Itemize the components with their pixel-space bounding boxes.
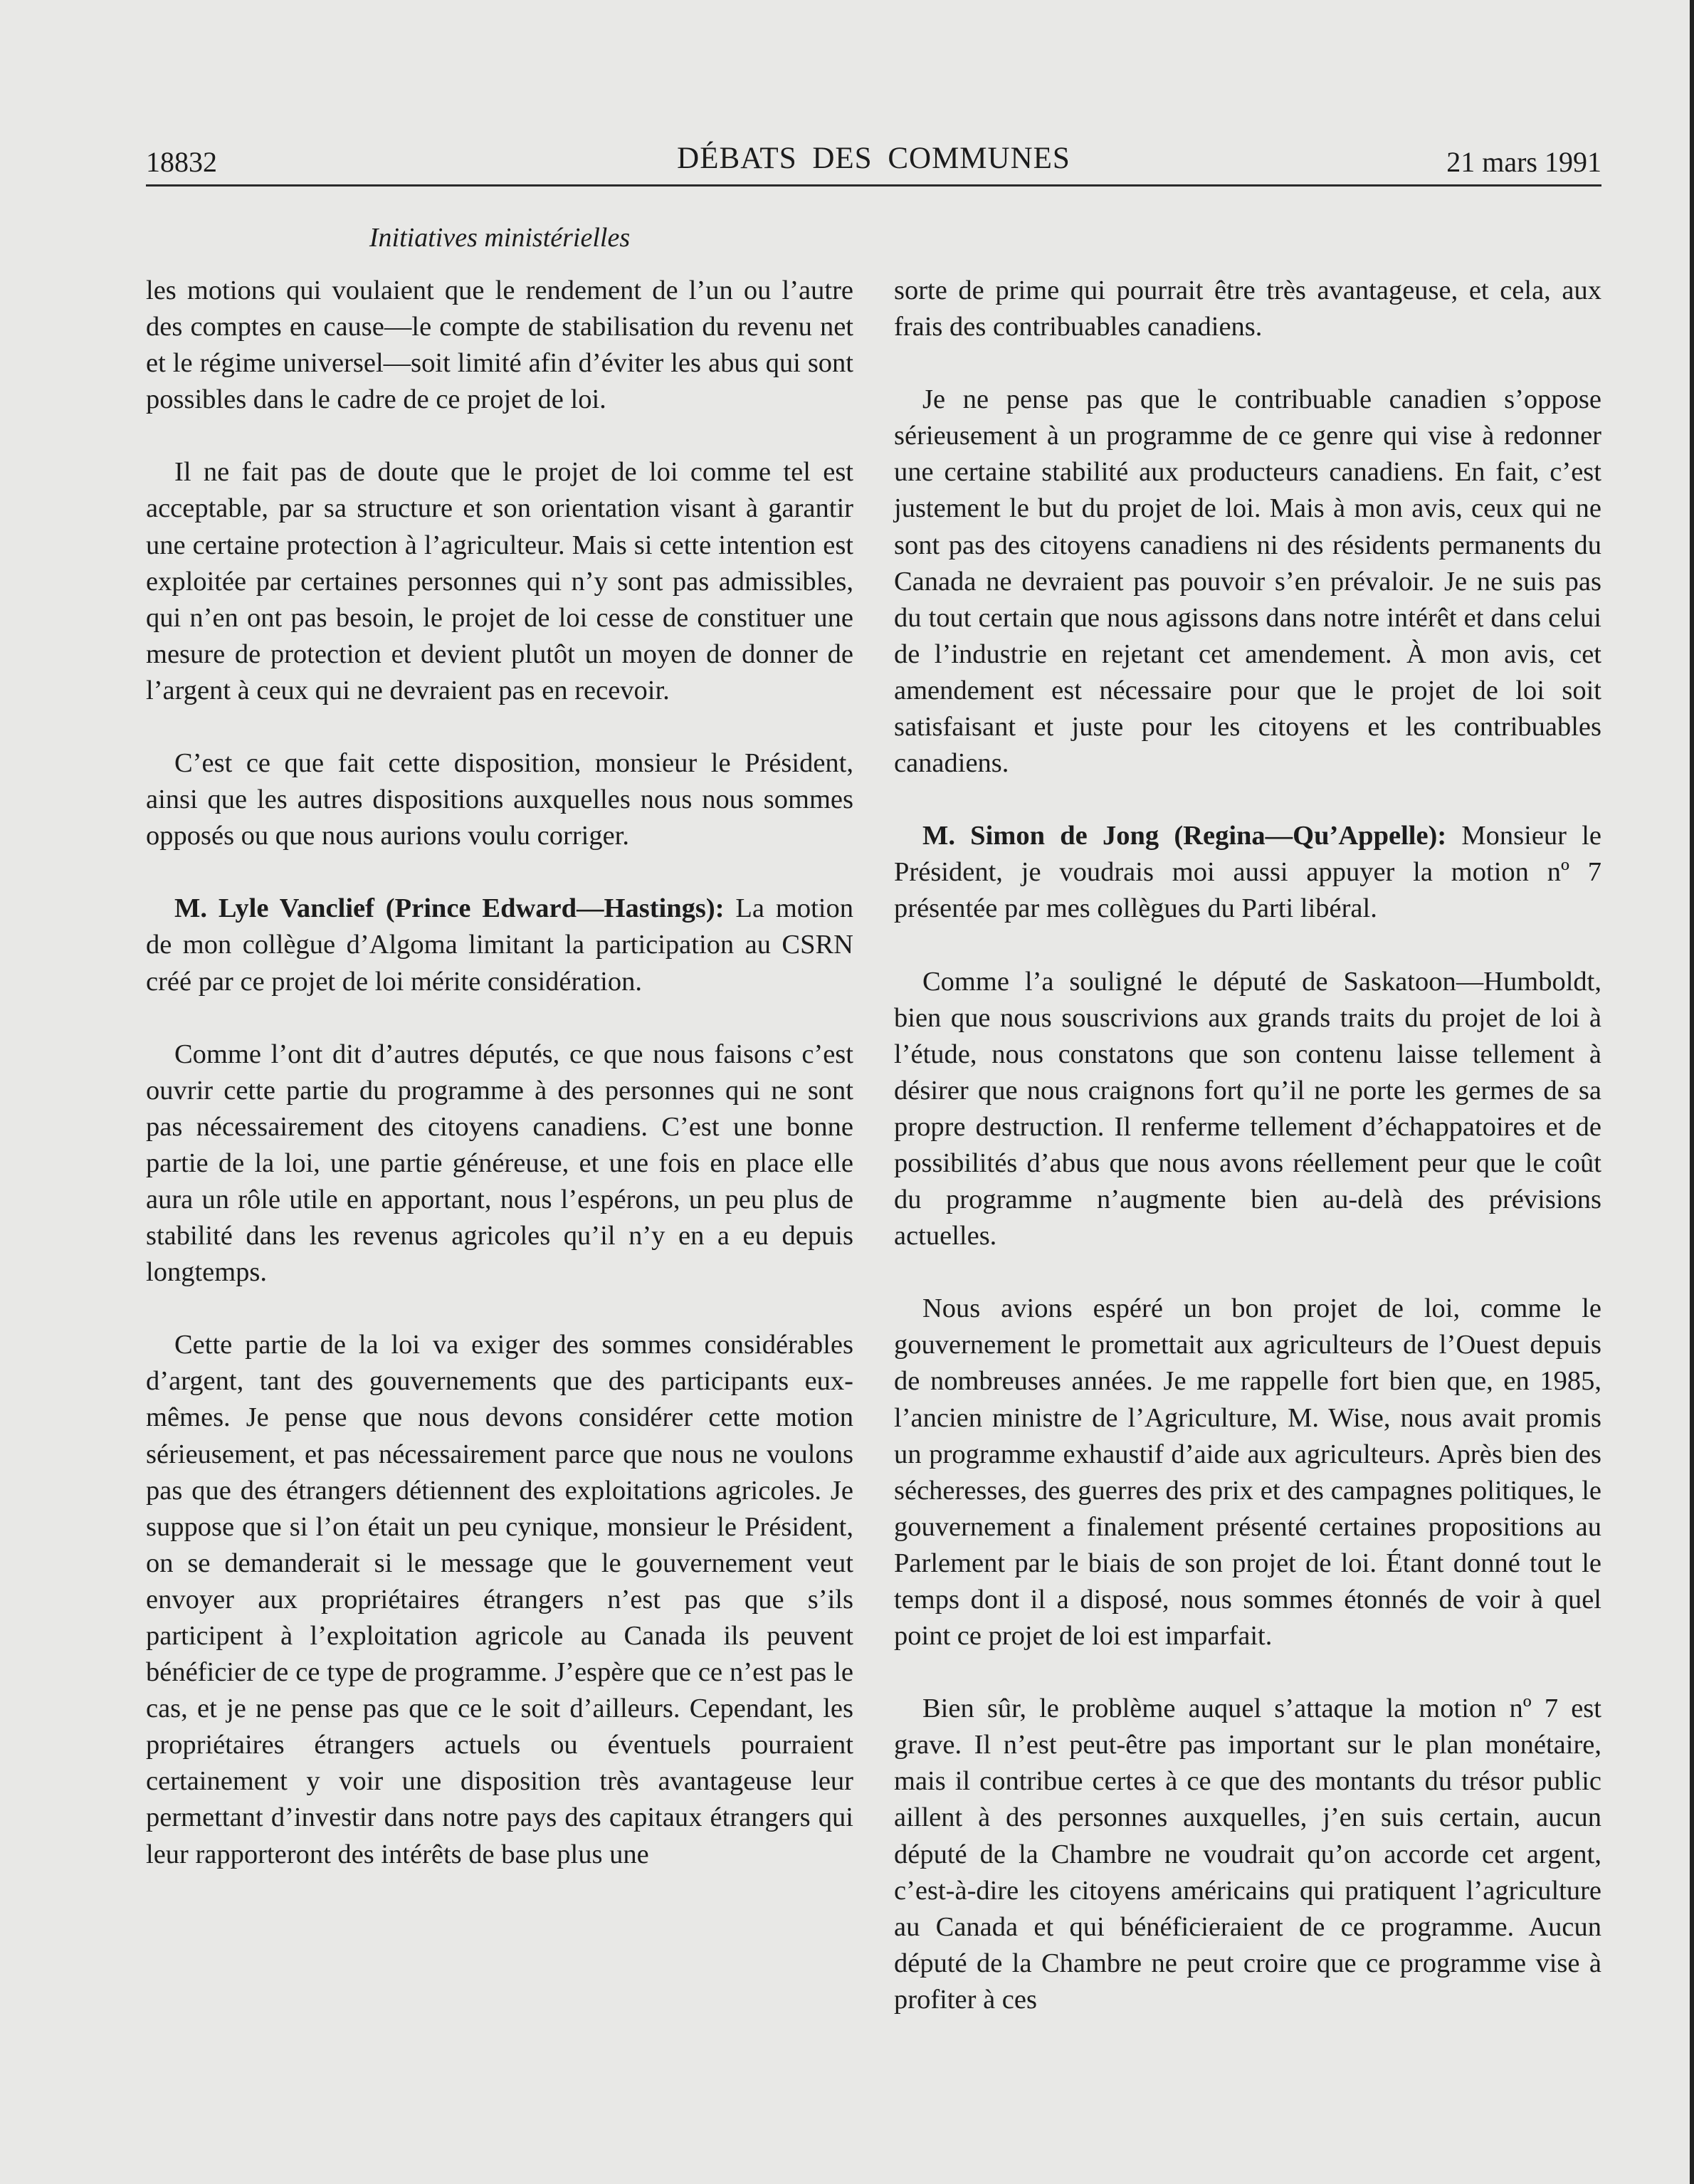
publication-title: DÉBATS DES COMMUNES [677,142,1070,175]
paragraph: Comme l’ont dit d’autres députés, ce que nous faisons c’est ouvrir cette partie du programme à des personnes qui ne sont pas nécessairement des citoyens canadiens. C’est une bonne partie de la loi, une partie généreuse, et une fois en place elle aura un rôle utile en apportant, nous l’espérons, un peu plus de stabilité dans les revenus agricoles qu’il n’y en a eu depuis longtemps. [146,1039,853,1288]
publication-date: 21 mars 1991 [1446,146,1601,178]
section-title: Initiatives ministérielles [369,223,631,253]
speaker-paragraph [146,891,853,999]
paragraph: sorte de prime qui pourrait être très avantageuse, et cela, aux frais des contribuables canadiens. [894,275,1601,342]
paragraph: Je ne pense pas que le contribuable canadien s’oppose sérieusement à un programme de ce genre qui vise à redonner une certaine stabilité aux producteurs canadiens. En fait, c’est justement le but du projet de loi. Mais à mon avis, ceux qui ne sont pas des citoyens canadiens ni des résidents permanents du Canada ne devraient pas pouvoir s’en prévaloir. Je ne suis pas du tout certain que nous agissons dans notre intérêt et dans celui de l’industrie en rejetant cet amendement. À mon avis, cet amendement est nécessaire pour que le projet de loi soit satisfaisant et juste pour les citoyens et les contribuables canadiens. [894,384,1601,779]
speaker-paragraph [894,818,1601,927]
paragraph: Cette partie de la loi va exiger des sommes considérables d’argent, tant des gouvernements que des participants eux-mêmes. Je pense que nous devons considérer cette motion sérieusement, et pas nécessairement parce que nous ne voulons pas que des étrangers détiennent des exploitations agricoles. Je suppose que si l’on était un peu cynique, monsieur le Président, on se demanderait si le message que le gouvernement veut envoyer aux propriétaires étrangers n’est pas que s’ils participent à l’exploitation agricole au Canada ils peuvent bénéficier de ce type de programme. J’espère que ce n’est pas le cas, et je ne pense pas que ce le soit d’ailleurs. Cependant, les propriétaires étrangers actuels ou éventuels pourraient certainement y voir une disposition très avantageuse leur permettant d’investir dans notre pays des capitaux étrangers qui leur rapporteront des intérêts de base plus une [146,1330,853,1869]
paragraph: Bien sûr, le problème auquel s’attaque la motion nº 7 est grave. Il n’est peut-être pas important sur le plan monétaire, mais il contribue certes à ce que des montants du trésor public aillent à des personnes auxquelles, j’en suis certain, aucun député de la Chambre ne voudrait qu’on accorde cet argent, c’est-à-dire les citoyens américains qui pratiquent l’agriculture au Canada et qui bénéficieraient de ce programme. Aucun député de la Chambre ne peut croire que ce programme vise à profiter à ces [894,1694,1601,2015]
speaker-text: Monsieur le Président, je voudrais moi aussi appuyer la motion nº 7 présentée par mes collègues du Parti libéral. [894,821,1602,924]
page-number: 18832 [146,146,217,178]
paragraph: les motions qui voulaient que le rendement de l’un ou l’autre des comptes en cause—le compte de stabilisation du revenu net et le régime universel—soit limité afin d’éviter les abus qui sont possibles dans le cadre de ce projet de loi. [146,275,853,415]
speaker-name: M. Lyle Vanclief (Prince Edward—Hastings): [174,893,725,924]
paragraph: C’est ce que fait cette disposition, monsieur le Président, ainsi que les autres dispositions auxquelles nous nous sommes opposés ou que nous aurions voulu corriger. [146,748,853,851]
paragraph: Nous avions espéré un bon projet de loi, comme le gouvernement le promettait aux agriculteurs de l’Ouest depuis de nombreuses années. Je me rappelle fort bien que, en 1985, l’ancien ministre de l’Agriculture, M. Wise, nous avait promis un programme exhaustif d’aide aux agriculteurs. Après bien des sécheresses, des guerres des prix et des campagnes politiques, le gouvernement a finalement présenté certaines propositions au Parlement par le biais de son projet de loi. Étant donné tout le temps dont il a disposé, nous sommes étonnés de voir à quel point ce projet de loi est imparfait. [894,1293,1601,1652]
paragraph: Comme l’a souligné le député de Saskatoon—Humboldt, bien que nous souscrivions aux grands traits du projet de loi à l’étude, nous constatons que son contenu laisse tellement à désirer que nous craignons fort qu’il ne porte les germes de sa propre destruction. Il renferme tellement d’échappatoires et de possibilités d’abus que nous avons réellement peur que le coût du programme n’augmente bien au-delà des prévisions actuelles. [894,966,1601,1251]
speaker-name: M. Simon de Jong (Regina—Qu’Appelle): [922,821,1447,851]
speaker-text: La motion de mon collègue d’Algoma limitant la participation au CSRN créé par ce projet de loi mérite considération. [146,893,853,997]
right-column [894,273,1601,2018]
header-rule [146,184,1601,187]
page-header [146,141,1601,184]
page-edge [1690,0,1694,2184]
paragraph: Il ne fait pas de doute que le projet de loi comme tel est acceptable, par sa structure et son orientation visant à garantir une certaine protection à l’agriculteur. Mais si cette intention est exploitée par certaines personnes qui n’y sont pas admissibles, qui n’en ont pas besoin, le projet de loi cesse de constituer une mesure de protection et devient plutôt un moyen de donner de l’argent à ceux qui ne devraient pas en recevoir. [146,457,853,705]
left-column [146,273,853,1873]
